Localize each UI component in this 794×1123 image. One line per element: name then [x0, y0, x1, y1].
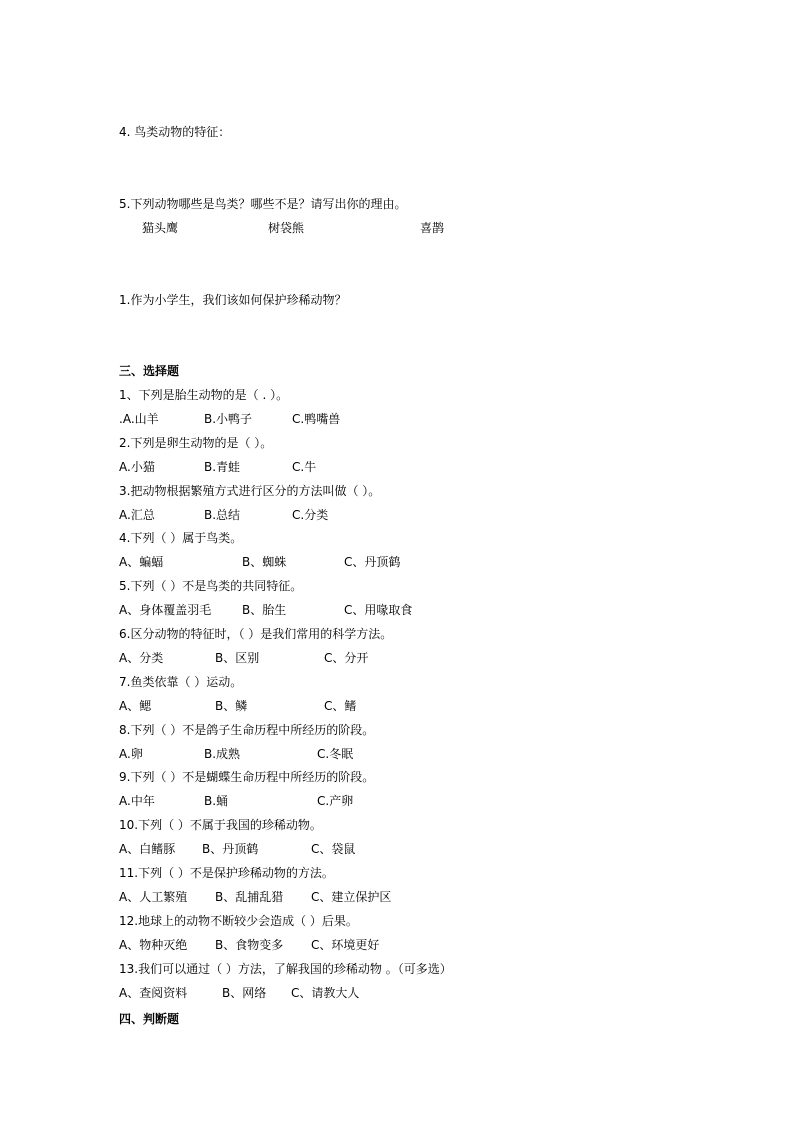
choice-options-row	[0, 889, 794, 905]
choice-question-13: 13.我们可以通过（ ）方法，了解我国的珍稀动物 。（可多选）	[119, 962, 452, 976]
choice-question-8: 8.下列（ ）不是鸽子生命历程中所经历的阶段。	[119, 723, 375, 737]
choice-option[interactable]: B、食物变多	[215, 938, 284, 952]
choice-option[interactable]: C.牛	[292, 460, 317, 474]
choice-option[interactable]: C、丹顶鹤	[344, 555, 401, 569]
choice-option[interactable]: C、请教大人	[291, 986, 360, 1000]
choice-question-2: 2.下列是卵生动物的是（ ）。	[119, 436, 273, 450]
choice-options-row	[0, 602, 794, 618]
choice-option[interactable]: C.产卵	[317, 794, 354, 808]
choice-option[interactable]: A.卵	[119, 747, 143, 761]
choice-question-12: 12.地球上的动物不断较少会造成（ ）后果。	[119, 914, 358, 928]
choice-option[interactable]: A.汇总	[119, 508, 155, 522]
animal-owl: 猫头鹰	[142, 221, 179, 235]
choice-options-row	[0, 793, 794, 809]
choice-option[interactable]: C、环境更好	[311, 938, 380, 952]
choice-options-row	[0, 937, 794, 953]
choice-option[interactable]: C.分类	[292, 508, 329, 522]
choice-option[interactable]: A、蝙蝠	[119, 555, 164, 569]
animal-koala: 树袋熊	[268, 221, 305, 235]
choice-option[interactable]: A、分类	[119, 651, 164, 665]
choice-options-row	[0, 411, 794, 427]
choice-option[interactable]: B、鳞	[215, 699, 248, 713]
choice-option[interactable]: A、物种灭绝	[119, 938, 188, 952]
choice-option[interactable]: A、身体覆盖羽毛	[119, 603, 212, 617]
choice-option[interactable]: C、分开	[324, 651, 369, 665]
question-5-which-are-birds: 5.下列动物哪些是鸟类？哪些不是？请写出你的理由。	[119, 197, 407, 211]
choice-question-10: 10.下列（ ）不属于我国的珍稀动物。	[119, 818, 322, 832]
choice-question-5: 5.下列（ ）不是鸟类的共同特征。	[119, 579, 303, 593]
choice-option[interactable]: B、区别	[215, 651, 260, 665]
choice-option[interactable]: B、丹顶鹤	[202, 842, 259, 856]
choice-option[interactable]: A.小猫	[119, 460, 155, 474]
choice-options-row	[0, 746, 794, 762]
choice-options-row	[0, 841, 794, 857]
question-protect-rare-animals: 1.作为小学生，我们该如何保护珍稀动物？	[119, 293, 347, 307]
question-4-bird-features: 4. 鸟类动物的特征：	[119, 125, 231, 139]
choice-option[interactable]: B.青蛙	[204, 460, 241, 474]
choice-options-row	[0, 459, 794, 475]
choice-option[interactable]: C、建立保护区	[311, 890, 392, 904]
animal-magpie: 喜鹊	[420, 221, 445, 235]
choice-option[interactable]: B.蛹	[204, 794, 229, 808]
choice-options-row	[0, 507, 794, 523]
choice-option[interactable]: C、袋鼠	[311, 842, 356, 856]
choice-option[interactable]: C、鳍	[324, 699, 357, 713]
choice-option[interactable]: B、乱捕乱猎	[215, 890, 284, 904]
choice-option[interactable]: B.小鸭子	[204, 412, 253, 426]
choice-question-7: 7.鱼类依靠（ ）运动。	[119, 675, 243, 689]
choice-option[interactable]: A.中年	[119, 794, 155, 808]
choice-options-row	[0, 554, 794, 570]
choice-question-3: 3.把动物根据繁殖方式进行区分的方法叫做（ ）。	[119, 484, 381, 498]
choice-option[interactable]: A、鳃	[119, 699, 152, 713]
choice-option[interactable]: .A.山羊	[119, 412, 159, 426]
choice-option[interactable]: C.冬眠	[317, 747, 354, 761]
animal-list-row	[0, 220, 794, 236]
choice-question-1: 1、下列是胎生动物的是（ . ）。	[119, 388, 289, 402]
choice-option[interactable]: A、查阅资料	[119, 986, 188, 1000]
choice-option[interactable]: C、用喙取食	[344, 603, 413, 617]
choice-option[interactable]: C.鸭嘴兽	[292, 412, 341, 426]
choice-option[interactable]: A、白鳍豚	[119, 842, 176, 856]
choice-question-6: 6.区分动物的特征时，（ ）是我们常用的科学方法。	[119, 627, 393, 641]
choice-options-row	[0, 985, 794, 1001]
choice-option[interactable]: B.总结	[204, 508, 241, 522]
choice-options-row	[0, 698, 794, 714]
choice-question-4: 4.下列（ ）属于鸟类。	[119, 531, 243, 545]
section-heading-choice: 三、选择题	[119, 364, 180, 378]
section-heading-judge: 四、判断题	[119, 1012, 180, 1026]
choice-question-11: 11.下列（ ）不是保护珍稀动物的方法。	[119, 866, 334, 880]
choice-option[interactable]: B、网络	[222, 986, 267, 1000]
choice-option[interactable]: A、人工繁殖	[119, 890, 188, 904]
choice-option[interactable]: B.成熟	[204, 747, 241, 761]
choice-options-row	[0, 650, 794, 666]
choice-option[interactable]: B、蜘蛛	[242, 555, 287, 569]
choice-option[interactable]: B、胎生	[242, 603, 287, 617]
choice-question-9: 9.下列（ ）不是蝴蝶生命历程中所经历的阶段。	[119, 770, 375, 784]
